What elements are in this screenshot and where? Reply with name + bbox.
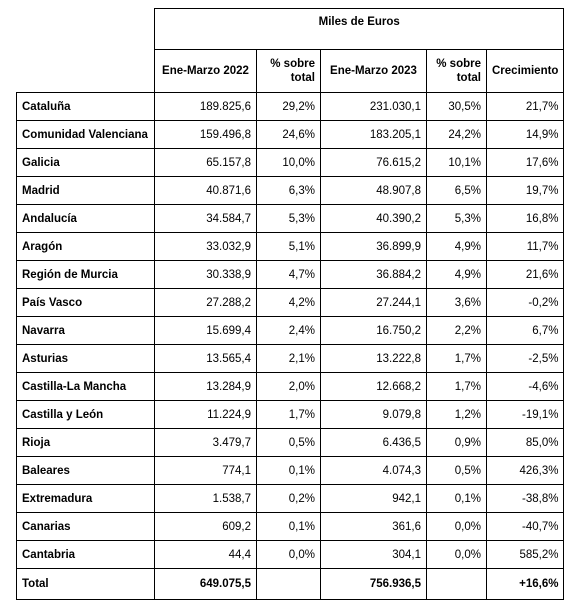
total-share-2022 [257,569,321,600]
value-2022-cell: 40.871,6 [155,177,257,205]
share-2023-cell: 0,0% [427,541,487,569]
table-row [17,233,564,261]
region-cell: Galicia [17,149,155,177]
share-2023-cell: 0,9% [427,429,487,457]
share-2023-cell: 10,1% [427,149,487,177]
growth-cell: 17,6% [487,149,564,177]
share-2022-cell: 24,6% [257,121,321,149]
total-label: Total [17,569,155,600]
value-2022-cell: 159.496,8 [155,121,257,149]
table-row [17,177,564,205]
table-row [17,373,564,401]
share-2022-cell: 2,1% [257,345,321,373]
value-2023-cell: 13.222,8 [321,345,427,373]
growth-cell: -0,2% [487,289,564,317]
column-header-share-2022: % sobre total [257,50,321,93]
table-row [17,93,564,121]
table-row [17,205,564,233]
share-2023-cell: 30,5% [427,93,487,121]
column-header-growth: Crecimiento [487,50,564,93]
growth-cell: -40,7% [487,513,564,541]
share-2023-cell: 2,2% [427,317,487,345]
share-2023-cell: 0,1% [427,485,487,513]
value-2023-cell: 304,1 [321,541,427,569]
region-cell: Comunidad Valenciana [17,121,155,149]
value-2023-cell: 36.884,2 [321,261,427,289]
value-2022-cell: 27.288,2 [155,289,257,317]
region-cell: Baleares [17,457,155,485]
value-2022-cell: 15.699,4 [155,317,257,345]
total-share-2023 [427,569,487,600]
value-2023-cell: 40.390,2 [321,205,427,233]
region-cell: Rioja [17,429,155,457]
table-row [17,429,564,457]
share-2023-cell: 4,9% [427,261,487,289]
growth-cell: 585,2% [487,541,564,569]
region-cell: Extremadura [17,485,155,513]
total-2023: 756.936,5 [321,569,427,600]
value-2023-cell: 942,1 [321,485,427,513]
total-growth: +16,6% [487,569,564,600]
value-2022-cell: 11.224,9 [155,401,257,429]
share-2022-cell: 4,2% [257,289,321,317]
share-2022-cell: 5,1% [257,233,321,261]
empty-corner-cell [17,50,155,93]
value-2022-cell: 189.825,6 [155,93,257,121]
value-2023-cell: 4.074,3 [321,457,427,485]
growth-cell: -4,6% [487,373,564,401]
value-2023-cell: 9.079,8 [321,401,427,429]
growth-cell: 19,7% [487,177,564,205]
region-cell: Andalucía [17,205,155,233]
table-row [17,261,564,289]
share-2023-cell: 0,5% [427,457,487,485]
region-cell: Madrid [17,177,155,205]
value-2023-cell: 12.668,2 [321,373,427,401]
share-2023-cell: 4,9% [427,233,487,261]
empty-corner-cell [17,9,155,50]
growth-cell: 16,8% [487,205,564,233]
table-row [17,401,564,429]
table-row [17,345,564,373]
growth-cell: -2,5% [487,345,564,373]
share-2023-cell: 3,6% [427,289,487,317]
share-2023-cell: 24,2% [427,121,487,149]
share-2022-cell: 2,4% [257,317,321,345]
value-2023-cell: 231.030,1 [321,93,427,121]
region-cell: Castilla y León [17,401,155,429]
share-2022-cell: 0,2% [257,485,321,513]
share-2023-cell: 1,2% [427,401,487,429]
value-2022-cell: 13.565,4 [155,345,257,373]
value-2023-cell: 76.615,2 [321,149,427,177]
share-2022-cell: 10,0% [257,149,321,177]
growth-cell: -19,1% [487,401,564,429]
total-2022: 649.075,5 [155,569,257,600]
share-2022-cell: 5,3% [257,205,321,233]
share-2022-cell: 4,7% [257,261,321,289]
growth-cell: 21,7% [487,93,564,121]
value-2022-cell: 13.284,9 [155,373,257,401]
value-2023-cell: 6.436,5 [321,429,427,457]
share-2023-cell: 6,5% [427,177,487,205]
value-2022-cell: 3.479,7 [155,429,257,457]
total-row [17,569,564,600]
table-row [17,121,564,149]
region-cell: Castilla-La Mancha [17,373,155,401]
share-2022-cell: 0,1% [257,457,321,485]
share-2023-cell: 1,7% [427,345,487,373]
group-header: Miles de Euros [155,9,564,50]
column-header-share-2023: % sobre total [427,50,487,93]
share-2022-cell: 2,0% [257,373,321,401]
growth-cell: 426,3% [487,457,564,485]
table-row [17,485,564,513]
region-cell: Navarra [17,317,155,345]
value-2023-cell: 48.907,8 [321,177,427,205]
growth-cell: 85,0% [487,429,564,457]
region-cell: Cataluña [17,93,155,121]
value-2022-cell: 44,4 [155,541,257,569]
value-2022-cell: 34.584,7 [155,205,257,233]
growth-cell: -38,8% [487,485,564,513]
region-cell: Cantabria [17,541,155,569]
share-2022-cell: 6,3% [257,177,321,205]
region-cell: País Vasco [17,289,155,317]
column-header-2023: Ene-Marzo 2023 [321,50,427,93]
value-2022-cell: 33.032,9 [155,233,257,261]
share-2023-cell: 1,7% [427,373,487,401]
table-row [17,149,564,177]
value-2022-cell: 609,2 [155,513,257,541]
table-row [17,541,564,569]
column-header-row [17,50,564,93]
value-2023-cell: 36.899,9 [321,233,427,261]
table-row [17,317,564,345]
share-2022-cell: 29,2% [257,93,321,121]
region-cell: Canarias [17,513,155,541]
exports-by-region-table [16,8,564,600]
growth-cell: 6,7% [487,317,564,345]
data-table-container [16,8,564,600]
share-2022-cell: 0,1% [257,513,321,541]
share-2022-cell: 1,7% [257,401,321,429]
value-2022-cell: 30.338,9 [155,261,257,289]
table-row [17,513,564,541]
share-2023-cell: 5,3% [427,205,487,233]
value-2023-cell: 361,6 [321,513,427,541]
group-header-row [17,9,564,50]
value-2022-cell: 65.157,8 [155,149,257,177]
value-2023-cell: 183.205,1 [321,121,427,149]
table-body [17,93,564,569]
region-cell: Región de Murcia [17,261,155,289]
table-row [17,289,564,317]
growth-cell: 21,6% [487,261,564,289]
value-2022-cell: 774,1 [155,457,257,485]
growth-cell: 11,7% [487,233,564,261]
value-2023-cell: 16.750,2 [321,317,427,345]
region-cell: Aragón [17,233,155,261]
share-2022-cell: 0,0% [257,541,321,569]
growth-cell: 14,9% [487,121,564,149]
value-2023-cell: 27.244,1 [321,289,427,317]
share-2023-cell: 0,0% [427,513,487,541]
column-header-2022: Ene-Marzo 2022 [155,50,257,93]
table-row [17,457,564,485]
share-2022-cell: 0,5% [257,429,321,457]
region-cell: Asturias [17,345,155,373]
value-2022-cell: 1.538,7 [155,485,257,513]
